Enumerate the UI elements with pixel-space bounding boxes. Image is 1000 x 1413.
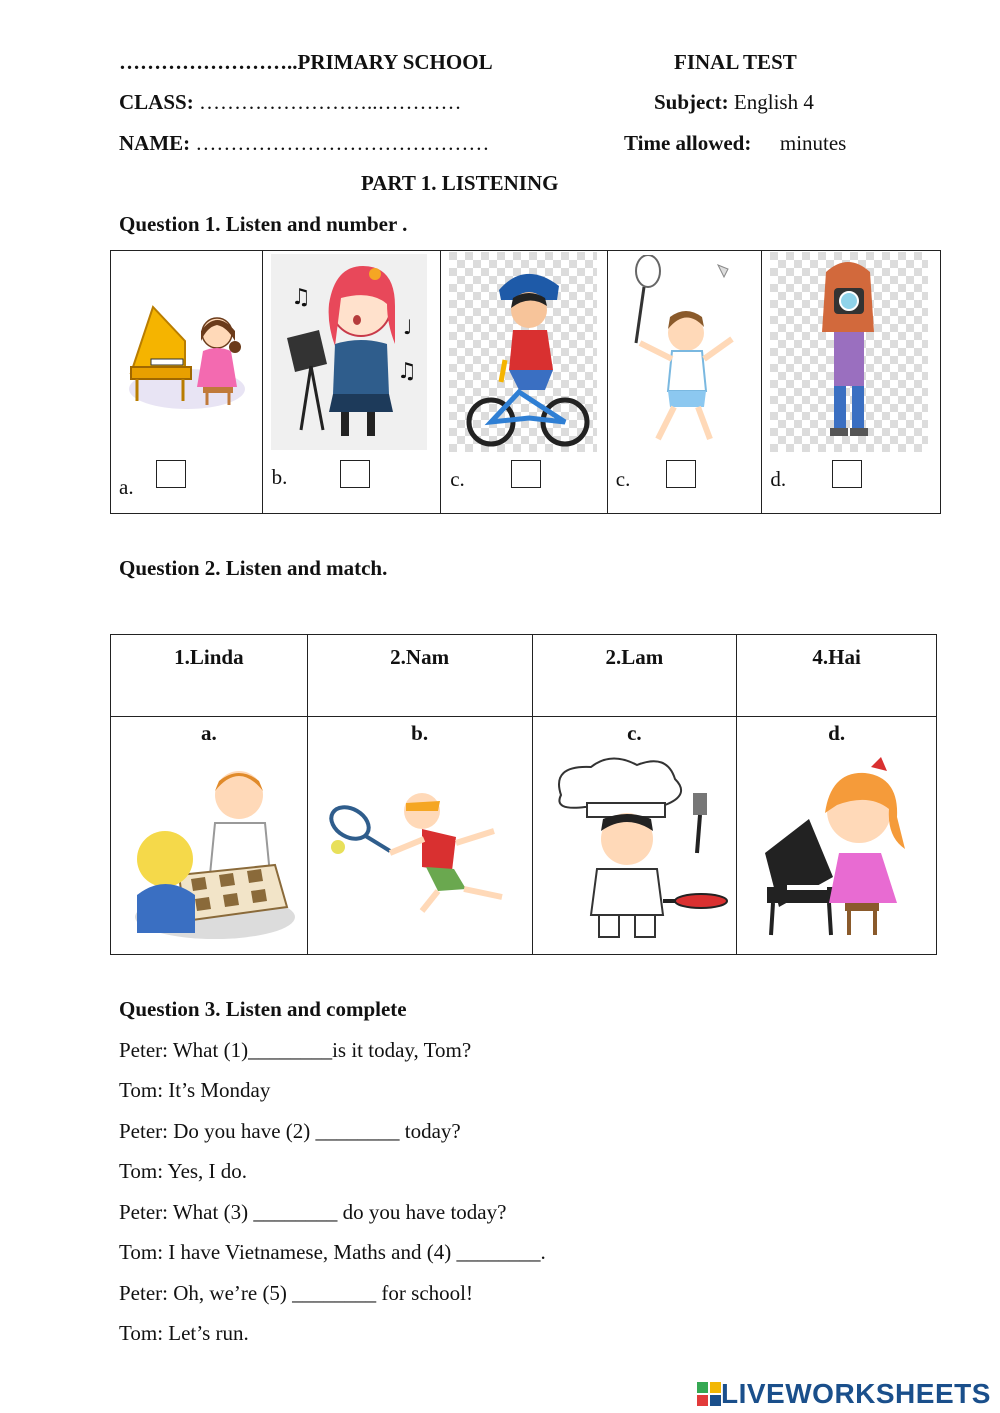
q2-name-lam[interactable]: 2.Lam — [532, 635, 737, 717]
q1-answer-box-c2[interactable] — [666, 460, 696, 488]
q2-picture-cell-c[interactable] — [532, 717, 737, 955]
q2-label-d: d. — [828, 721, 846, 745]
q2-picture-cell-d[interactable] — [737, 717, 937, 955]
liveworksheets-logo-text: LIVEWORKSHEETS — [721, 1378, 991, 1409]
dialogue-line-5[interactable]: Peter: What (3) ________ do you have today? — [119, 1200, 507, 1224]
boy-riding-bike-icon — [449, 252, 597, 452]
dialogue-line-7[interactable]: Peter: Oh, we’re (5) ________ for school! — [119, 1281, 473, 1305]
q2-name-nam[interactable]: 2.Nam — [307, 635, 532, 717]
girl-taking-photo-icon — [770, 252, 928, 452]
q1-answer-box-b[interactable] — [340, 460, 370, 488]
time-label: Time allowed: — [624, 131, 752, 155]
q2-label-a: a. — [201, 721, 217, 745]
dialogue-line-2: Tom: It’s Monday — [119, 1078, 271, 1102]
question1-table — [110, 250, 941, 514]
q1-label-a: a. — [119, 475, 134, 499]
time-line — [624, 131, 846, 155]
question2-table — [110, 634, 937, 955]
liveworksheets-logo-icon — [697, 1382, 721, 1406]
dialogue-line-3[interactable]: Peter: Do you have (2) ________ today? — [119, 1119, 461, 1143]
q1-label-c2: c. — [615, 467, 631, 491]
q2-label-b: b. — [411, 721, 429, 745]
part1-title: PART 1. LISTENING — [361, 171, 559, 195]
q1-cell-b — [262, 251, 441, 514]
question3-title: Question 3. Listen and complete — [119, 997, 407, 1021]
dialogue-line-1[interactable]: Peter: What (1)________is it today, Tom? — [119, 1038, 472, 1062]
subject-line — [654, 90, 814, 114]
name-dots: …………………………………… — [195, 131, 490, 155]
q2-picture-cell-a[interactable] — [111, 717, 308, 955]
boys-playing-chess-icon — [125, 755, 295, 943]
q1-cell-a — [111, 251, 263, 514]
q1-cell-c2 — [607, 251, 762, 514]
test-title: FINAL TEST — [674, 50, 797, 74]
q2-name-hai[interactable]: 4.Hai — [737, 635, 937, 717]
name-label: NAME: — [119, 131, 191, 155]
q1-label-d: d. — [770, 467, 787, 491]
subject-label: Subject: — [654, 90, 729, 114]
dialogue-line-6[interactable]: Tom: I have Vietnamese, Maths and (4) ________. — [119, 1240, 546, 1264]
liveworksheets-logo — [697, 1378, 991, 1410]
name-line — [119, 131, 489, 155]
q1-label-b: b. — [271, 465, 288, 489]
svg-text:♫: ♫ — [290, 285, 311, 310]
class-dots: ……………………..………… — [198, 90, 462, 114]
q1-label-c: c. — [450, 467, 465, 491]
class-label: CLASS: — [119, 90, 194, 114]
q1-answer-box-a[interactable] — [156, 460, 186, 488]
class-line — [119, 90, 461, 114]
q1-answer-box-d[interactable] — [832, 460, 862, 488]
subject-value: English 4 — [733, 90, 814, 114]
q1-cell-d — [762, 251, 941, 514]
q1-answer-box-c[interactable] — [511, 460, 541, 488]
boy-cooking-icon — [541, 755, 731, 945]
question1-title: Question 1. Listen and number . — [119, 212, 408, 236]
q1-cell-c — [441, 251, 608, 514]
q2-picture-cell-b[interactable] — [307, 717, 532, 955]
q2-label-c: c. — [627, 721, 642, 745]
girl-playing-piano-icon — [759, 757, 929, 945]
boy-playing-tennis-icon — [326, 777, 516, 917]
svg-text:♩: ♩ — [402, 315, 413, 339]
dialogue-line-4: Tom: Yes, I do. — [119, 1159, 248, 1183]
girl-singing-icon — [271, 254, 427, 450]
q2-name-linda[interactable]: 1.Linda — [111, 635, 308, 717]
svg-text:♫: ♫ — [396, 359, 417, 384]
dialogue-line-8: Tom: Let’s run. — [119, 1321, 249, 1345]
boy-playing-badminton-icon — [628, 255, 740, 451]
school-name: ……………………..PRIMARY SCHOOL — [119, 50, 493, 74]
question2-title: Question 2. Listen and match. — [119, 556, 388, 580]
girl-playing-piano-icon — [123, 301, 251, 411]
time-value: minutes — [779, 131, 847, 155]
